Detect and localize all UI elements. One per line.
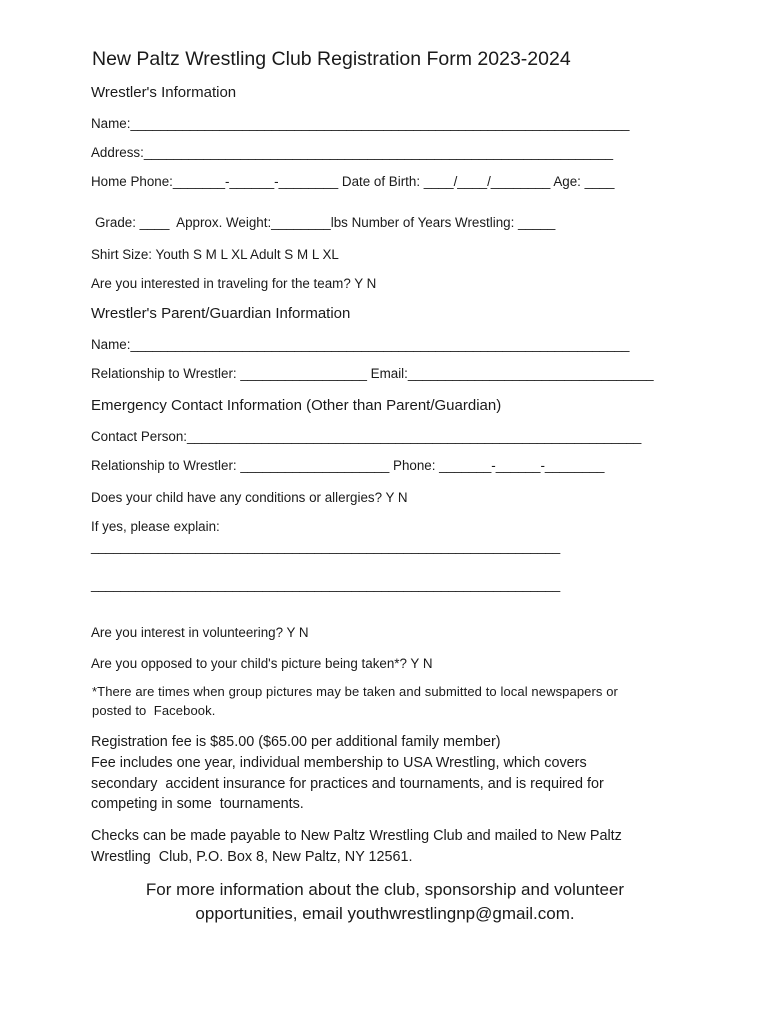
explain-label: If yes, please explain: bbox=[91, 519, 220, 534]
fee-line-2: Fee includes one year, individual membership to USA Wrestling, which covers bbox=[91, 755, 587, 771]
picture-note-line-2: posted to Facebook. bbox=[92, 703, 216, 718]
conditions-allergies-question[interactable]: Does your child have any conditions or allergies? Y N bbox=[91, 490, 408, 505]
checks-line-1: Checks can be made payable to New Paltz Wrestling Club and mailed to New Paltz bbox=[91, 828, 622, 844]
page-title: New Paltz Wrestling Club Registration Form 2023-2024 bbox=[92, 48, 571, 70]
explain-blank-line-1[interactable]: _______________________________________________________________ bbox=[91, 539, 561, 554]
picture-note-line-1: *There are times when group pictures may be taken and submitted to local newspapers or bbox=[92, 684, 618, 699]
wrestler-grade-weight-years-field[interactable]: Grade: ____ Approx. Weight:________lbs Number of Years Wrestling: _____ bbox=[95, 215, 556, 230]
emergency-contact-person-field[interactable]: Contact Person:_____________________________________________________________ bbox=[91, 429, 642, 444]
guardian-name-field[interactable]: Name:___________________________________________________________________ bbox=[91, 337, 630, 352]
explain-blank-line-2[interactable]: _______________________________________________________________ bbox=[91, 577, 561, 592]
wrestler-name-field[interactable]: Name:___________________________________________________________________ bbox=[91, 116, 630, 131]
wrestler-phone-dob-age-field[interactable]: Home Phone:_______-______-________ Date of Birth: ____/____/________ Age: ____ bbox=[91, 174, 615, 189]
footer-line-1: For more information about the club, sponsorship and volunteer bbox=[145, 880, 625, 899]
checks-line-2: Wrestling Club, P.O. Box 8, New Paltz, NY 12561. bbox=[91, 849, 413, 865]
guardian-relationship-email-field[interactable]: Relationship to Wrestler: _________________ Email:_________________________________ bbox=[91, 366, 654, 381]
fee-line-1: Registration fee is $85.00 ($65.00 per additional family member) bbox=[91, 734, 501, 750]
wrestler-address-field[interactable]: Address:_______________________________________________________________ bbox=[91, 145, 614, 160]
wrestler-info-heading: Wrestler's Information bbox=[91, 84, 237, 101]
emergency-relationship-phone-field[interactable]: Relationship to Wrestler: ____________________ Phone: _______-______-________ bbox=[91, 458, 605, 473]
footer-line-2: opportunities, email youthwrestlingnp@gmail.com. bbox=[195, 904, 575, 923]
fee-line-4: competing in some tournaments. bbox=[91, 796, 304, 812]
volunteer-question[interactable]: Are you interest in volunteering? Y N bbox=[91, 625, 309, 640]
shirt-size-field[interactable]: Shirt Size: Youth S M L XL Adult S M L XL bbox=[91, 247, 339, 262]
emergency-contact-heading: Emergency Contact Information (Other than Parent/Guardian) bbox=[91, 397, 502, 414]
guardian-info-heading: Wrestler's Parent/Guardian Information bbox=[91, 305, 351, 322]
travel-question[interactable]: Are you interested in traveling for the team? Y N bbox=[91, 276, 377, 291]
picture-consent-question[interactable]: Are you opposed to your child's picture being taken*? Y N bbox=[91, 656, 433, 671]
fee-line-3: secondary accident insurance for practices and tournaments, and is required for bbox=[91, 776, 604, 792]
